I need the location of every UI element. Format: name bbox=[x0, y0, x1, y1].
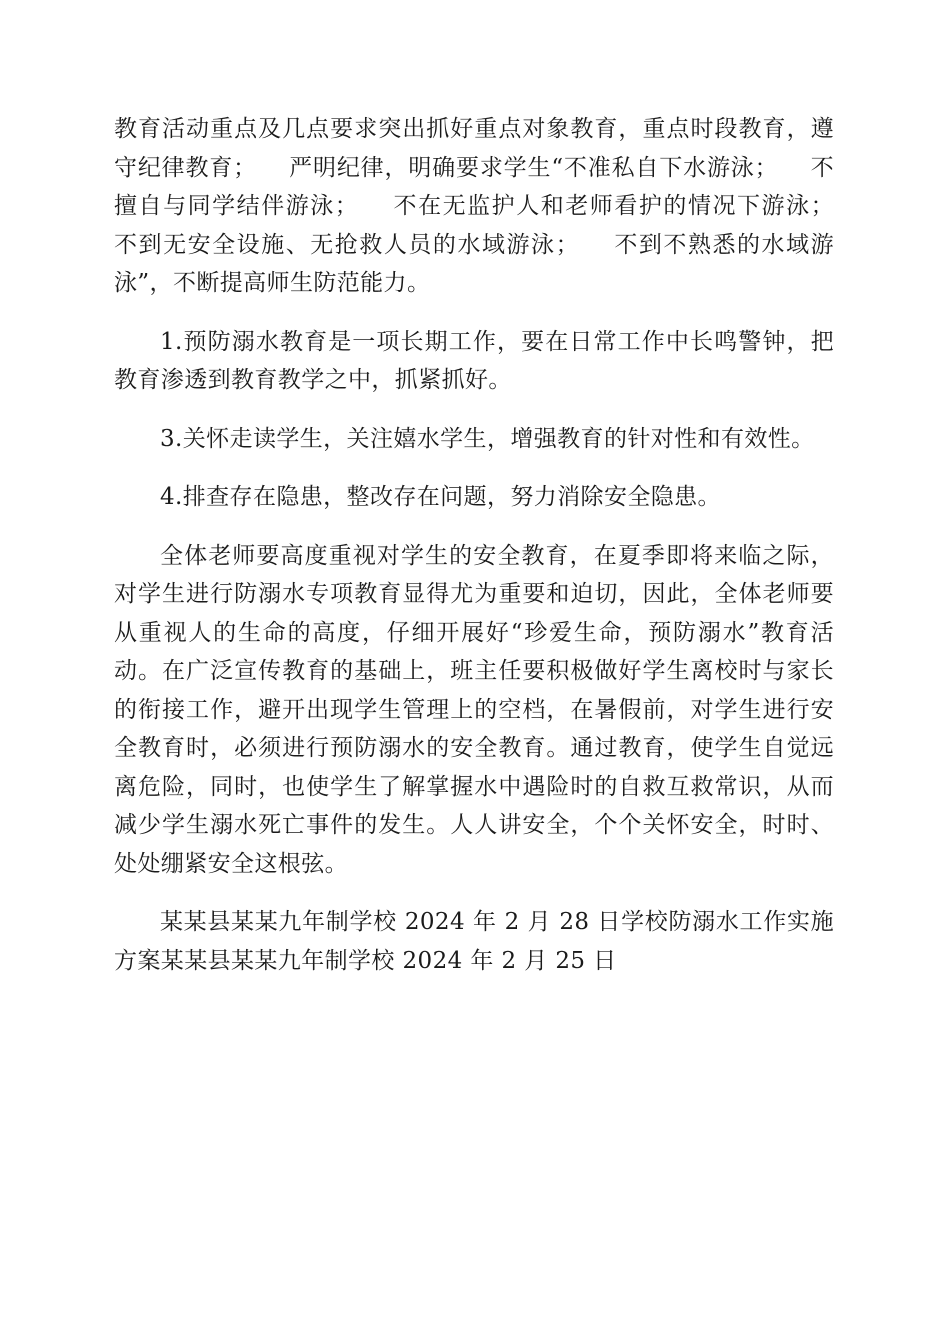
paragraph-item-4: 4.排查存在隐患，整改存在问题，努力消除安全隐患。 bbox=[160, 484, 721, 510]
paragraph-teacher-responsibility: 全体老师要高度重视对学生的安全教育，在夏季即将来临之际，对学生进行防溺水专项教育显得尤为重要和迫切，因此，全体老师要从重视人的生命的高度，仔细开展好“珍爱生命，预防溺水”教育活动。在广泛宣传教育的基础上，班主任要积极做好学生离校时与家长的衔接工作，避开出现学生管理上的空档，在暑假前，对学生进行安全教育时，必须进行预防溺水的安全教育。通过教育，使学生自觉远离危险，同时，也使学生了解掌握水中遇险时的自救互救常识，从而减少学生溺水死亡事件的发生。人人讲安全，个个关怀安全，时时、处处绷紧安全这根弦。 bbox=[114, 542, 834, 877]
document-body bbox=[114, 110, 865, 1000]
paragraph-item-1: 1.预防溺水教育是一项长期工作，要在日常工作中长鸣警钟，把教育渗透到教育教学之中，抓紧抓好。 bbox=[114, 328, 834, 393]
paragraph-signature-date: 某某县某某九年制学校 2024 年 2 月 28 日学校防溺水工作实施方案某某县某某九年制学校 2024 年 2 月 25 日 bbox=[114, 909, 834, 974]
paragraph-item-3: 3.关怀走读学生，关注嬉水学生，增强教育的针对性和有效性。 bbox=[160, 425, 815, 452]
paragraph-discipline-education: 教育活动重点及几点要求突出抓好重点对象教育，重点时段教育，遵守纪律教育； 严明纪律，明确要求学生“不准私自下水游泳； 不擅自与同学结伴游泳； 不在无监护人和老师看护的情况下游泳； 不到无安全设施、无抢救人员的水域游泳； 不到不熟悉的水域游泳”，不断提高师生防范能力。 bbox=[114, 116, 865, 296]
